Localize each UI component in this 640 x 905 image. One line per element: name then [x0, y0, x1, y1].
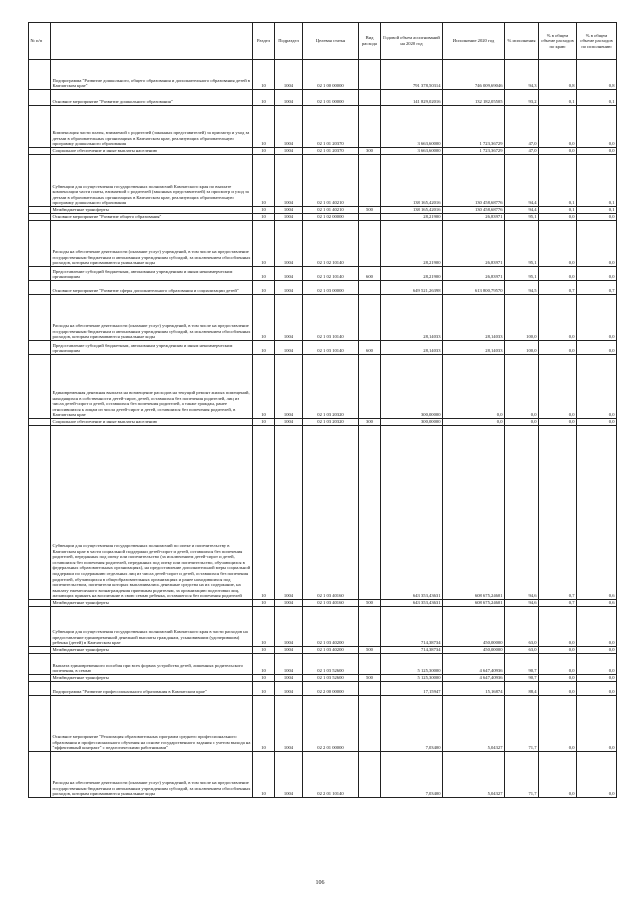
- cell-razdel: 10: [253, 281, 275, 295]
- cell-num: [29, 295, 51, 341]
- cell-exec: 28,14033: [443, 341, 505, 355]
- cell-vr: [359, 607, 381, 647]
- cell-share-exec: 0,0: [577, 607, 617, 647]
- cell-vr: 300: [359, 419, 381, 426]
- cell-share-exec: 0,0: [577, 221, 617, 267]
- cell-exec: 130 458,68776: [443, 207, 505, 214]
- table-row: [29, 214, 617, 221]
- cell-num: [29, 682, 51, 696]
- header-exec: Исполнение 2020 год: [443, 23, 505, 60]
- cell-vr: [359, 106, 381, 148]
- cell-exec: 1 723,36729: [443, 148, 505, 155]
- cell-name: Расходы на обеспечение деятельности (оказание услуг) учреждений, в том числе на предоставление государственным бюджетным и автономным учреждениям субсидий, за исключением обособленных расходов, которым присваиваются уникальные коды: [51, 295, 253, 341]
- cell-share-exec: 0,0: [577, 148, 617, 155]
- cell-share-exec: 0,0: [577, 682, 617, 696]
- table-row: [29, 675, 617, 682]
- cell-podrazdel: 1004: [275, 600, 303, 607]
- cell-razdel: 10: [253, 426, 275, 600]
- cell-share-total: 0,0: [539, 355, 577, 419]
- cell-razdel: 10: [253, 214, 275, 221]
- cell-exec: 26,83971: [443, 267, 505, 281]
- cell-pct: 0,0: [505, 355, 539, 419]
- cell-razdel: 10: [253, 675, 275, 682]
- header-num: № п/п: [29, 23, 51, 60]
- table-row: [29, 654, 617, 675]
- cell-podrazdel: 1004: [275, 752, 303, 798]
- cell-razdel: 10: [253, 221, 275, 267]
- cell-vr: [359, 682, 381, 696]
- cell-share-total: 0,0: [539, 341, 577, 355]
- cell-pct: 93,2: [505, 90, 539, 106]
- table-row: [29, 419, 617, 426]
- cell-pct: 94,3: [505, 60, 539, 90]
- cell-razdel: 10: [253, 207, 275, 214]
- cell-share-total: 0,0: [539, 682, 577, 696]
- table-row: [29, 647, 617, 654]
- table-row: [29, 607, 617, 647]
- cell-share-exec: 0,0: [577, 355, 617, 419]
- cell-share-exec: 0,6: [577, 426, 617, 600]
- cell-vr: [359, 654, 381, 675]
- cell-pct: 71,7: [505, 752, 539, 798]
- cell-share-total: 0,7: [539, 600, 577, 607]
- table-header-row: [29, 23, 617, 60]
- cell-pct: 90,7: [505, 675, 539, 682]
- cell-vr: [359, 295, 381, 341]
- cell-podrazdel: 1004: [275, 267, 303, 281]
- cell-vr: [359, 355, 381, 419]
- cell-razdel: 10: [253, 419, 275, 426]
- cell-share-total: 0,1: [539, 90, 577, 106]
- table-row: [29, 341, 617, 355]
- cell-csr: 02 1 01 00000: [303, 90, 359, 106]
- cell-vr: [359, 221, 381, 267]
- cell-csr: 02 1 03 52600: [303, 675, 359, 682]
- cell-share-total: 0,0: [539, 106, 577, 148]
- cell-csr: 02 1 03 00000: [303, 281, 359, 295]
- table-row: [29, 106, 617, 148]
- cell-share-exec: 0,0: [577, 419, 617, 426]
- cell-num: [29, 600, 51, 607]
- cell-pct: 94,6: [505, 600, 539, 607]
- cell-plan: 5 125,30000: [381, 675, 443, 682]
- cell-podrazdel: 1004: [275, 90, 303, 106]
- cell-num: [29, 654, 51, 675]
- cell-exec: 450,00000: [443, 607, 505, 647]
- cell-name: Межбюджетные трансферты: [51, 647, 253, 654]
- cell-share-total: 0,1: [539, 155, 577, 207]
- table-row: [29, 295, 617, 341]
- cell-razdel: 10: [253, 267, 275, 281]
- cell-name: Подпрограмма "Развитие профессионального образования в Камчатском крае": [51, 682, 253, 696]
- cell-exec: 746 009,69046: [443, 60, 505, 90]
- cell-share-exec: 0,0: [577, 752, 617, 798]
- cell-exec: 4 647,40936: [443, 675, 505, 682]
- cell-share-total: 0,0: [539, 221, 577, 267]
- cell-plan: 138 165,42016: [381, 155, 443, 207]
- cell-csr: 02 1 01 40210: [303, 155, 359, 207]
- cell-razdel: 10: [253, 607, 275, 647]
- table-row: [29, 355, 617, 419]
- cell-podrazdel: 1004: [275, 295, 303, 341]
- cell-share-total: 0,1: [539, 207, 577, 214]
- cell-podrazdel: 1004: [275, 355, 303, 419]
- cell-name: Межбюджетные трансферты: [51, 600, 253, 607]
- cell-share-total: 0,0: [539, 654, 577, 675]
- cell-name: Основное мероприятие "Развитие общего образования": [51, 214, 253, 221]
- table-row: [29, 281, 617, 295]
- cell-csr: 02 1 03 10140: [303, 341, 359, 355]
- cell-plan: 28,21900: [381, 267, 443, 281]
- cell-plan: 28,21900: [381, 214, 443, 221]
- cell-exec: 450,00000: [443, 647, 505, 654]
- cell-share-total: 0,0: [539, 607, 577, 647]
- cell-pct: 95,1: [505, 221, 539, 267]
- table-row: [29, 90, 617, 106]
- cell-csr: 02 1 01 20370: [303, 148, 359, 155]
- table-row: [29, 426, 617, 600]
- cell-pct: 94,5: [505, 281, 539, 295]
- cell-podrazdel: 1004: [275, 675, 303, 682]
- cell-razdel: 10: [253, 295, 275, 341]
- cell-podrazdel: 1004: [275, 341, 303, 355]
- cell-podrazdel: 1004: [275, 696, 303, 752]
- cell-csr: 02 1 03 40160: [303, 600, 359, 607]
- cell-razdel: 10: [253, 90, 275, 106]
- cell-share-total: 0,0: [539, 752, 577, 798]
- cell-plan: 649 521,26398: [381, 281, 443, 295]
- cell-num: [29, 355, 51, 419]
- cell-plan: 714,38734: [381, 647, 443, 654]
- cell-name: Расходы на обеспечение деятельности (оказание услуг) учреждений, в том числе на предоставление государственным бюджетным и автономным учреждениям субсидий, за исключением обособленных расходов, которым присваиваются уникальные коды: [51, 221, 253, 267]
- cell-pct: 88,4: [505, 682, 539, 696]
- cell-razdel: 10: [253, 355, 275, 419]
- cell-share-exec: 0,1: [577, 155, 617, 207]
- cell-csr: 02 1 03 40160: [303, 426, 359, 600]
- cell-exec: 26,83971: [443, 214, 505, 221]
- header-plan: Годовой объем ассигнований на 2020 год: [381, 23, 443, 60]
- cell-vr: 500: [359, 675, 381, 682]
- cell-name: Субвенции для осуществления государственных полномочий по опеке и попечительству в Камчатском крае в части социальной поддержки детей-сирот и детей, оставшихся без попечения родителей, переданных под опеку или попечительство (за исключением детей-сирот и детей, оставшихся без попечения родителей, переданных под опеку или попечительство, обучающихся в федеральных образовательных организациях), на предоставление дополнительной меры социальной поддержки по содержанию отдельных лиц из числа детей-сирот и детей, оставшихся без попечения родителей, обучающихся в общеобразовательных организациях и ранее находившихся под попечительством, попечители которых выплачивались денежные средства на их содержание, на выплату ежемесячного вознаграждения приемным родителям, за организацию подготовки лиц, желающих принять на воспитание в свою семью ребенка, оставшегося без попечения родителей: [51, 426, 253, 600]
- table-row: [29, 221, 617, 267]
- cell-share-exec: 0,0: [577, 214, 617, 221]
- cell-share-exec: 0,0: [577, 341, 617, 355]
- cell-share-exec: 0,1: [577, 207, 617, 214]
- cell-vr: [359, 155, 381, 207]
- cell-podrazdel: 1004: [275, 221, 303, 267]
- cell-num: [29, 221, 51, 267]
- cell-vr: 600: [359, 267, 381, 281]
- cell-num: [29, 106, 51, 148]
- cell-vr: 500: [359, 600, 381, 607]
- cell-csr: 02 1 01 20370: [303, 106, 359, 148]
- table-row: [29, 696, 617, 752]
- document-page: [28, 22, 616, 798]
- cell-plan: 3 663,60000: [381, 106, 443, 148]
- cell-razdel: 10: [253, 647, 275, 654]
- cell-share-exec: 0,0: [577, 106, 617, 148]
- cell-name: Межбюджетные трансферты: [51, 675, 253, 682]
- cell-share-exec: 0,0: [577, 647, 617, 654]
- cell-plan: 28,14033: [381, 341, 443, 355]
- cell-share-total: 0,8: [539, 60, 577, 90]
- cell-csr: 02 1 02 00000: [303, 214, 359, 221]
- cell-pct: 71,7: [505, 696, 539, 752]
- cell-num: [29, 341, 51, 355]
- cell-name: Субвенции для осуществления государственных полномочий Камчатского края в части расходов на предоставление единовременной денежной выплаты гражданам, усыновившим (удочерившим) ребенка (детей) в Камчатском крае: [51, 607, 253, 647]
- cell-razdel: 10: [253, 682, 275, 696]
- cell-vr: 500: [359, 207, 381, 214]
- cell-num: [29, 675, 51, 682]
- cell-razdel: 10: [253, 60, 275, 90]
- cell-vr: [359, 281, 381, 295]
- cell-share-total: 0,0: [539, 267, 577, 281]
- cell-share-exec: 0,0: [577, 267, 617, 281]
- cell-csr: 02 1 02 10140: [303, 221, 359, 267]
- cell-pct: 95,1: [505, 214, 539, 221]
- cell-pct: 47,0: [505, 106, 539, 148]
- cell-num: [29, 419, 51, 426]
- cell-pct: 90,7: [505, 654, 539, 675]
- cell-num: [29, 207, 51, 214]
- cell-exec: 613 800,79570: [443, 281, 505, 295]
- cell-csr: 02 1 03 20320: [303, 355, 359, 419]
- cell-pct: 63,0: [505, 647, 539, 654]
- cell-name: Основное мероприятие "Реализация образовательных программ среднего профессионального образования и профессионального обучения на основе государственного задания с учетом выхода на "эффективный контракт" с педагогическими работниками": [51, 696, 253, 752]
- budget-table: [28, 22, 617, 798]
- cell-plan: 28,21900: [381, 221, 443, 267]
- cell-name: Межбюджетные трансферты: [51, 207, 253, 214]
- table-row: [29, 148, 617, 155]
- cell-podrazdel: 1004: [275, 419, 303, 426]
- cell-razdel: 10: [253, 600, 275, 607]
- header-vr: Вид расхода: [359, 23, 381, 60]
- cell-num: [29, 647, 51, 654]
- cell-num: [29, 696, 51, 752]
- cell-plan: 138 165,42016: [381, 207, 443, 214]
- cell-podrazdel: 1004: [275, 426, 303, 600]
- cell-name: Предоставление субсидий бюджетным, автономным учреждениям и иным некоммерческим организациям: [51, 341, 253, 355]
- cell-csr: 02 1 02 10140: [303, 267, 359, 281]
- cell-vr: 600: [359, 341, 381, 355]
- cell-vr: 500: [359, 647, 381, 654]
- cell-num: [29, 607, 51, 647]
- cell-podrazdel: 1004: [275, 647, 303, 654]
- cell-csr: 02 1 01 40210: [303, 207, 359, 214]
- cell-exec: 28,14033: [443, 295, 505, 341]
- cell-share-total: 0,7: [539, 281, 577, 295]
- cell-plan: 3 663,60000: [381, 148, 443, 155]
- cell-share-total: 0,7: [539, 426, 577, 600]
- cell-vr: [359, 426, 381, 600]
- cell-csr: 02 1 00 00000: [303, 60, 359, 90]
- cell-vr: [359, 696, 381, 752]
- cell-name: Основное мероприятие "Развитие сферы дополнительного образования и социализации детей": [51, 281, 253, 295]
- header-podrazdel: Подраздел: [275, 23, 303, 60]
- cell-podrazdel: 1004: [275, 607, 303, 647]
- cell-name: Предоставление субсидий бюджетным, автономным учреждениям и иным некоммерческим организациям: [51, 267, 253, 281]
- cell-share-exec: 0,8: [577, 60, 617, 90]
- cell-podrazdel: 1004: [275, 148, 303, 155]
- cell-pct: 94,4: [505, 155, 539, 207]
- table-row: [29, 752, 617, 798]
- cell-pct: 47,0: [505, 148, 539, 155]
- cell-share-exec: 0,0: [577, 696, 617, 752]
- cell-podrazdel: 1004: [275, 106, 303, 148]
- cell-share-total: 0,0: [539, 148, 577, 155]
- cell-pct: 100,0: [505, 295, 539, 341]
- cell-share-total: 0,0: [539, 675, 577, 682]
- table-row: [29, 267, 617, 281]
- cell-name: Расходы на обеспечение деятельности (оказание услуг) учреждений, в том числе на предоставление государственным бюджетным и автономным учреждениям субсидий, за исключением обособленных расходов, которым присваиваются уникальные коды: [51, 752, 253, 798]
- table-row: [29, 60, 617, 90]
- cell-num: [29, 281, 51, 295]
- cell-share-exec: 0,7: [577, 281, 617, 295]
- cell-plan: 7,03400: [381, 752, 443, 798]
- cell-pct: 94,4: [505, 207, 539, 214]
- cell-plan: 791 378,50314: [381, 60, 443, 90]
- cell-plan: 5 125,30000: [381, 654, 443, 675]
- cell-num: [29, 214, 51, 221]
- cell-num: [29, 90, 51, 106]
- cell-razdel: 10: [253, 106, 275, 148]
- cell-num: [29, 148, 51, 155]
- cell-vr: 300: [359, 148, 381, 155]
- cell-name: Подпрограмма "Развитие дошкольного, общего образования и дополнительного образования детей в Камчатском крае": [51, 60, 253, 90]
- cell-plan: 643 353,43631: [381, 600, 443, 607]
- cell-razdel: 10: [253, 341, 275, 355]
- cell-csr: 02 2 00 00000: [303, 682, 359, 696]
- cell-csr: 02 2 01 00000: [303, 696, 359, 752]
- cell-csr: 02 1 03 40200: [303, 647, 359, 654]
- cell-name: Субвенции для осуществления государственных полномочий Камчатского края по выплате компенсации части платы, взимаемой с родителей (законных представителей) за присмотр и уход за детьми в образовательных организациях в Камчатском крае, реализующих образовательную программу дошкольного образования: [51, 155, 253, 207]
- cell-plan: 141 829,02016: [381, 90, 443, 106]
- cell-num: [29, 60, 51, 90]
- cell-share-total: 0,0: [539, 295, 577, 341]
- cell-num: [29, 155, 51, 207]
- header-csr: Целевая статья: [303, 23, 359, 60]
- cell-share-total: 0,0: [539, 419, 577, 426]
- table-row: [29, 600, 617, 607]
- cell-pct: 100,0: [505, 341, 539, 355]
- cell-plan: 714,38734: [381, 607, 443, 647]
- cell-plan: 300,00000: [381, 355, 443, 419]
- cell-razdel: 10: [253, 155, 275, 207]
- cell-exec: 132 182,05505: [443, 90, 505, 106]
- cell-exec: 15,16874: [443, 682, 505, 696]
- cell-share-total: 0,0: [539, 696, 577, 752]
- cell-num: [29, 267, 51, 281]
- cell-share-total: 0,0: [539, 647, 577, 654]
- cell-num: [29, 426, 51, 600]
- cell-name: Единовременная денежная выплата на возмещение расходов на текущий ремонт жилых помещений, находящихся в собственности детей-сирот, детей, оставшихся без попечения родителей, лиц из числа детей-сирот и детей, оставшихся без попечения родителей, а также граждан, ранее относившихся к лицам из числа детей-сирот и детей, оставшихся без попечения родителей, в Камчатском крае: [51, 355, 253, 419]
- cell-plan: 28,14033: [381, 295, 443, 341]
- cell-exec: 0,0: [443, 355, 505, 419]
- cell-name: Основное мероприятие "Развитие дошкольного образования": [51, 90, 253, 106]
- cell-vr: [359, 60, 381, 90]
- cell-pct: 63,0: [505, 607, 539, 647]
- cell-exec: 130 458,68776: [443, 155, 505, 207]
- cell-podrazdel: 1004: [275, 207, 303, 214]
- cell-razdel: 10: [253, 148, 275, 155]
- cell-vr: [359, 752, 381, 798]
- table-row: [29, 155, 617, 207]
- cell-pct: 94,6: [505, 426, 539, 600]
- cell-podrazdel: 1004: [275, 682, 303, 696]
- header-share-total: % в общем объеме расходов по краю: [539, 23, 577, 60]
- cell-podrazdel: 1004: [275, 155, 303, 207]
- table-row: [29, 207, 617, 214]
- cell-share-exec: 0,0: [577, 654, 617, 675]
- header-pct: % исполнения: [505, 23, 539, 60]
- cell-csr: 02 1 03 40200: [303, 607, 359, 647]
- cell-name: Выплата единовременного пособия при всех формах устройства детей, лишенных родительского попечения, в семью: [51, 654, 253, 675]
- cell-share-exec: 0,0: [577, 295, 617, 341]
- cell-plan: 17,15947: [381, 682, 443, 696]
- cell-podrazdel: 1004: [275, 654, 303, 675]
- cell-plan: 300,00000: [381, 419, 443, 426]
- cell-exec: 26,83971: [443, 221, 505, 267]
- cell-name: Социальное обеспечение и иные выплаты населению: [51, 148, 253, 155]
- cell-exec: 4 647,40936: [443, 654, 505, 675]
- cell-name: Социальное обеспечение и иные выплаты населению: [51, 419, 253, 426]
- cell-plan: 7,03400: [381, 696, 443, 752]
- table-row: [29, 682, 617, 696]
- cell-exec: 0,0: [443, 419, 505, 426]
- cell-csr: 02 1 03 10140: [303, 295, 359, 341]
- cell-exec: 608 675,24601: [443, 600, 505, 607]
- page-number: 106: [315, 880, 325, 886]
- cell-pct: 95,1: [505, 267, 539, 281]
- cell-csr: 02 1 03 52600: [303, 654, 359, 675]
- cell-exec: 5,04327: [443, 752, 505, 798]
- header-razdel: Раздел: [253, 23, 275, 60]
- cell-razdel: 10: [253, 696, 275, 752]
- cell-exec: 1 723,36729: [443, 106, 505, 148]
- cell-podrazdel: 1004: [275, 281, 303, 295]
- cell-share-exec: 0,0: [577, 675, 617, 682]
- cell-razdel: 10: [253, 752, 275, 798]
- cell-exec: 608 675,24601: [443, 426, 505, 600]
- cell-vr: [359, 214, 381, 221]
- cell-num: [29, 752, 51, 798]
- header-share-exec: % в общем объеме расходов по исполнению: [577, 23, 617, 60]
- cell-name: Компенсация части платы, взимаемой с родителей (законных представителей) за присмотр и уход за детьми в образовательных организациях в Камчатском крае, реализующих образовательную программу дошкольного образования: [51, 106, 253, 148]
- cell-csr: 02 2 01 10140: [303, 752, 359, 798]
- cell-plan: 643 353,43631: [381, 426, 443, 600]
- cell-exec: 5,04327: [443, 696, 505, 752]
- cell-share-exec: 0,6: [577, 600, 617, 607]
- cell-podrazdel: 1004: [275, 60, 303, 90]
- cell-podrazdel: 1004: [275, 214, 303, 221]
- header-name: [51, 23, 253, 60]
- cell-share-total: 0,0: [539, 214, 577, 221]
- cell-csr: 02 1 03 20320: [303, 419, 359, 426]
- cell-pct: 0,0: [505, 419, 539, 426]
- cell-razdel: 10: [253, 654, 275, 675]
- cell-vr: [359, 90, 381, 106]
- cell-share-exec: 0,1: [577, 90, 617, 106]
